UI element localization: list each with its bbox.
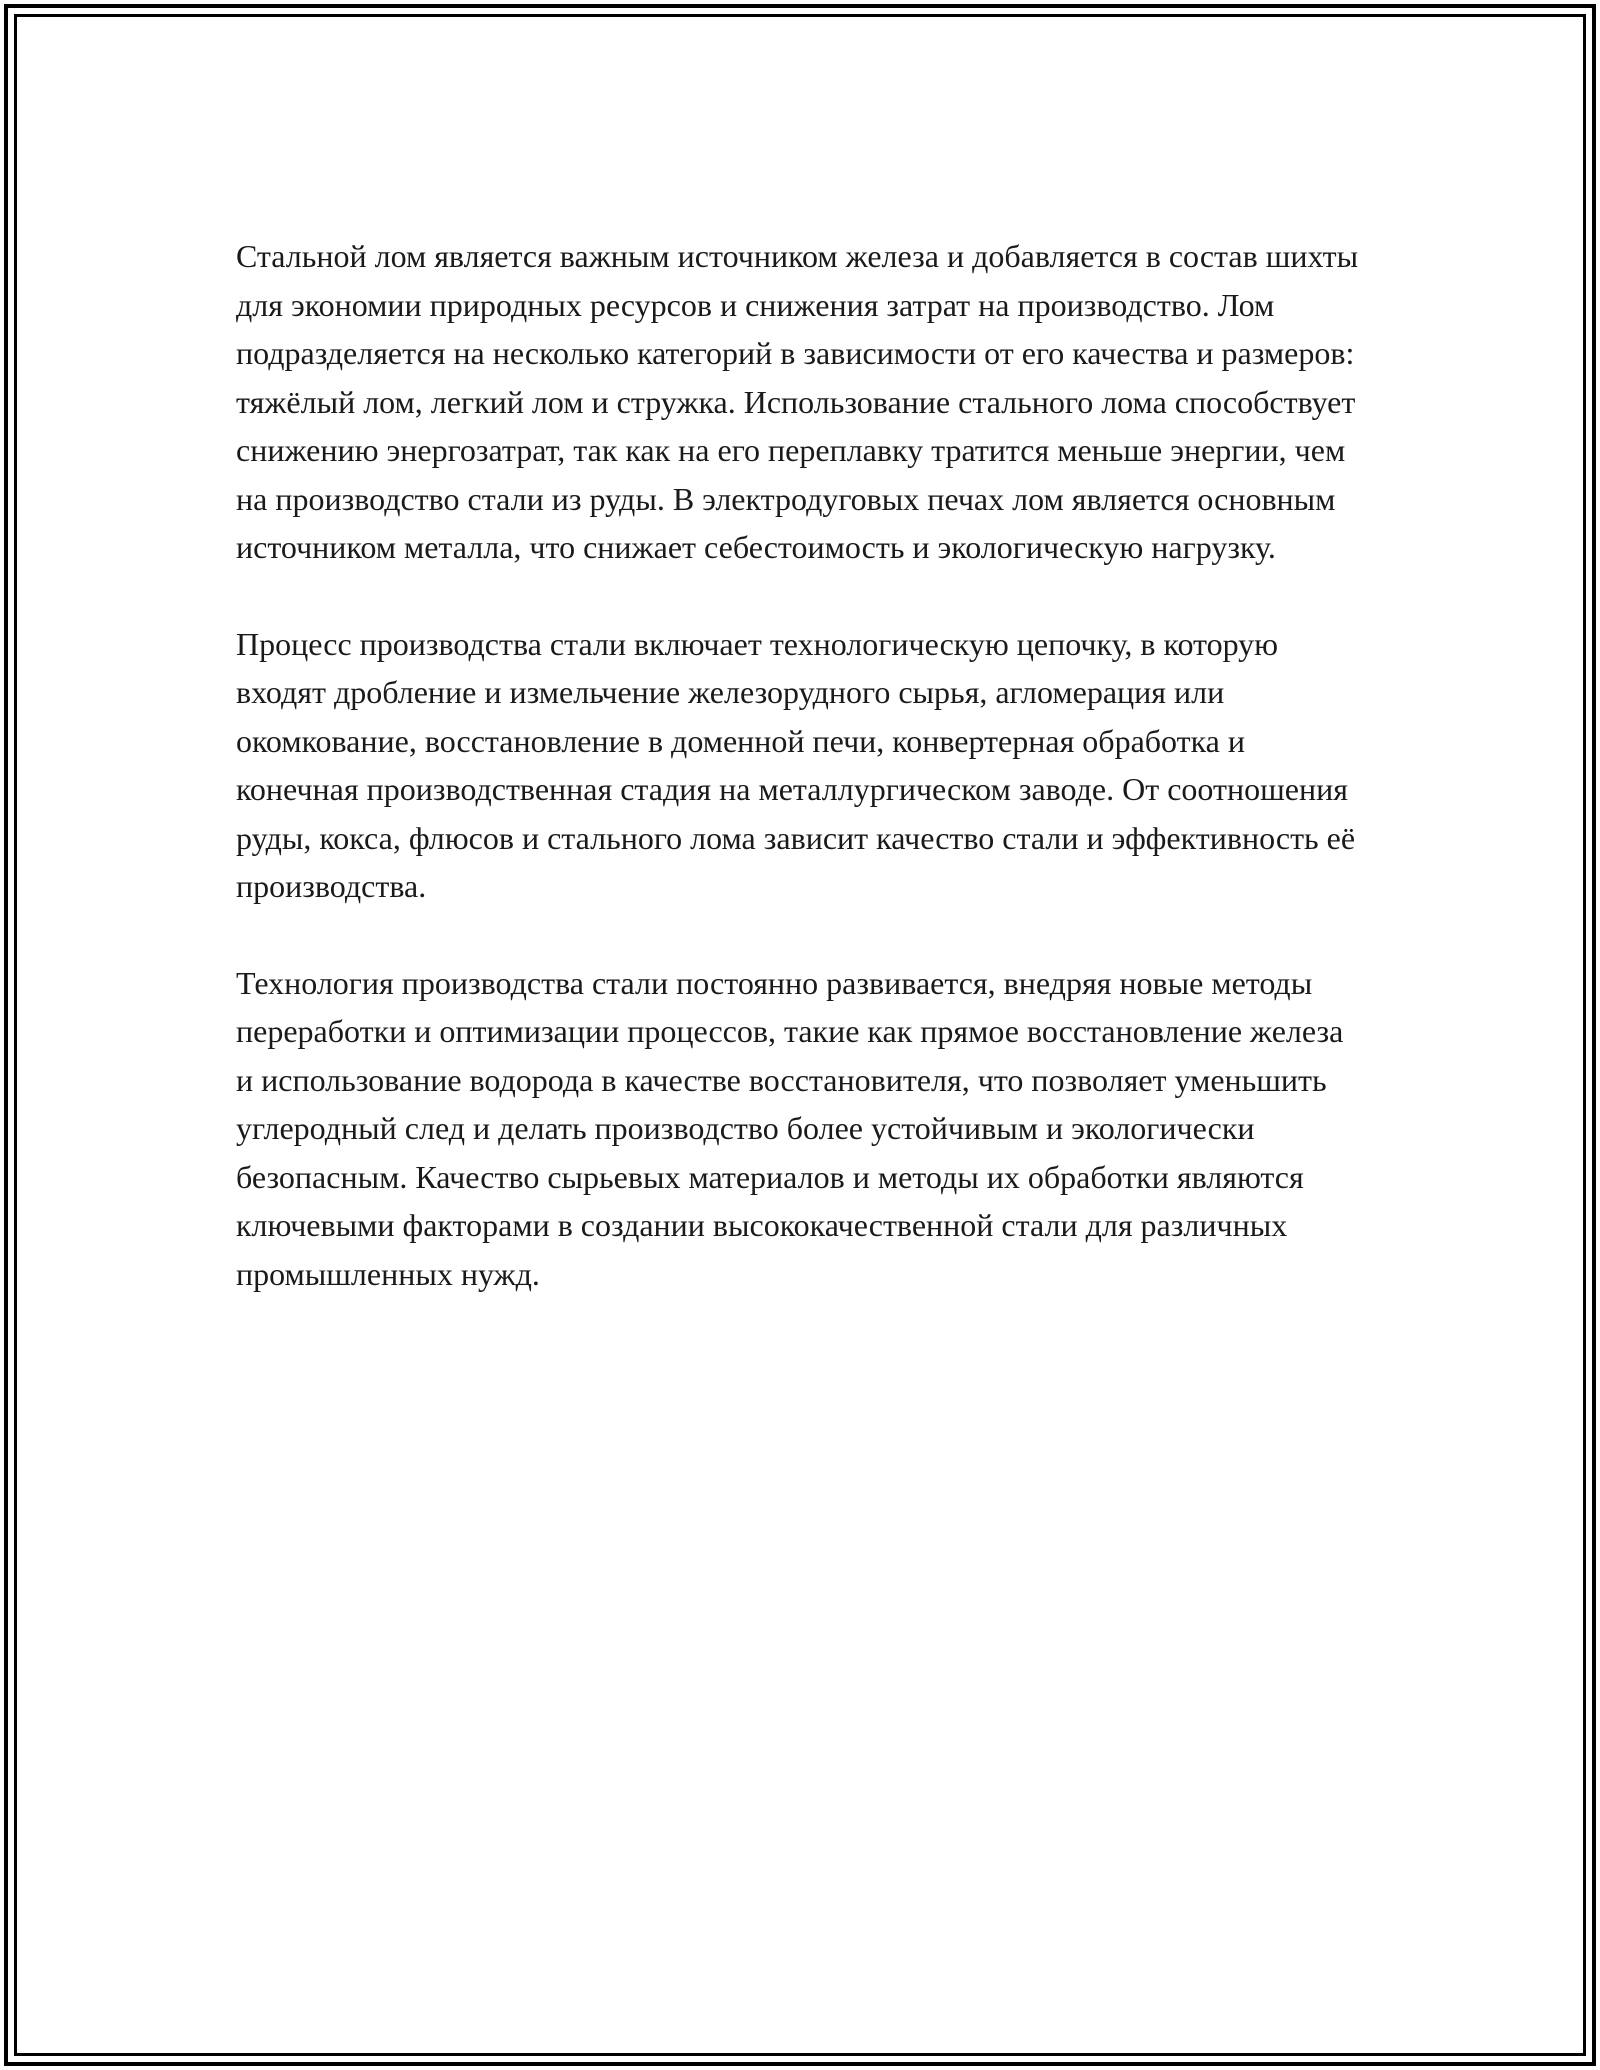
paragraph-production-technology: Технология производства стали постоянно развивается, внедряя новые методы переработки и оптимизации процессов, такие как прямое восстановление железа и использование водорода в качестве восстановителя, что позволяет уменьшить углеродный след и делать производство более устойчивым и экологически безопасным. Качество сырьевых материалов и методы их обработки являются ключевыми факторами в создании высококачественной стали для различных промышленных нужд. [236,964,1344,1292]
paragraph-production-process: Процесс производства стали включает технологическую цепочку, в которую входят дробление и измельчение железорудного сырья, агломерация или окомкование, восстановление в доменной печи, конвертерная обработка и конечная производственная стадия на металлургическом заводе. От соотношения руды, кокса, флюсов и стального лома зависит качество стали и эффективность её производства. [236,625,1356,904]
paragraph-steel-scrap: Стальной лом является важным источником железа и добавляется в состав шихты для экономии природных ресурсов и снижения затрат на производство. Лом подразделяется на несколько категорий в зависимости от его качества и размеров: тяжёлый лом, легкий лом и стружка. Использование стального лома способствует снижению энергозатрат, так как на его переплавку тратится меньше энергии, чем на производство стали из руды. В электродуговых печах лом является основным источником металла, что снижает себестоимость и экологическую нагрузку. [236,238,1359,565]
document-body [236,232,1366,1346]
